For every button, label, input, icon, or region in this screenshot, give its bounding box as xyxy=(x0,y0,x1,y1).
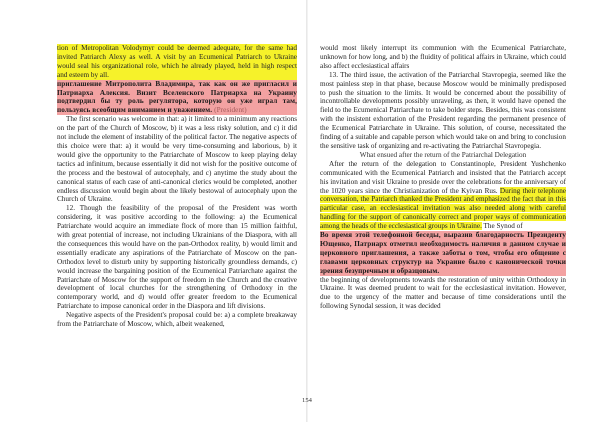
page-gutter xyxy=(306,0,308,422)
paragraph-tail: The Synod of xyxy=(483,222,523,231)
highlighted-english-passage: During their telephone conversation, the Patriarch thanked the President and emphasized the fact that in this particular case, an ecclesiastical invitation was also needed along with careful handling for the support of canonically correct and proper ways of communication among the heads of the ecclesiastical groups in Ukraine. xyxy=(320,186,566,231)
paragraph xyxy=(320,160,566,231)
paragraph-text: After the return of the delegation to Constantinople, President Yushchenko communicated with the Ecumenical Patriarch and insisted that the Patriarch accept his invitation and visit Ukraine to preside over the celebrations for the anniversary of the 1020 years since the Christianization of the Kyivan Rus. xyxy=(320,159,566,195)
left-column xyxy=(57,44,297,329)
paragraph: Negative aspects of the President's proposal could be: a) a complete breakaway from the Patriarchate of Moscow, which, albeit weakened, xyxy=(57,311,297,329)
paragraph: would most likely interrupt its communion with the Ecumenical Patriarchate, unknown for how long, and b) the fluidity of political affairs in Ukraine, which could also affect ecclesiastical affairs xyxy=(320,44,566,70)
russian-translation-note: (President) xyxy=(214,106,247,115)
paragraph: 13. The third issue, the activation of the Patriarchal Stavropegia, seemed like the most painless step in that phase, because Moscow would be minimally predisposed to push the situation to the limits. It would be concerned about the possibility of incontrollable developments possibly unraveling, as then, it would have opened the field to the Ecumenical Patriarchate to take bolder steps. Besides, this was consistent with the insistent exhortation of the President regarding the permanent presence of the Ecumenical Patriarchate in Ukraine. This solution, of course, necessitated the finding of a suitable and capable person which would take on and bring to conclusion the sensitive task of organizing and re-activating the Patriarchal Stavropegia. xyxy=(320,70,566,150)
paragraph: 12. Though the feasibility of the proposal of the President was worth considering, it was positive according to the following: a) the Ecumenical Patriarchate would acquire an immediate flock of more than 15 million faithful, with great potential of increase, not including Ukrainians of the Diaspora, with all the consequences this would have on the pan-Orthodox reality, b) would limit and essentially eradicate any aspirations of the Patriarchate of Moscow on the pan-Orthodox level to disturb unity by supporting historically groundless demands, c) would increase the bargaining position of the Ecumenical Patriarchate against the Patriarchate of Moscow for the support of freedom in the Church and the creative development of local churches for the strengthening of Orthodoxy in the contemporary world, and d) would offer greater freedom to the Ecumenical Patriarchate to impose canonical order in the Diaspora and lift divisions. xyxy=(57,204,297,311)
section-heading: What ensued after the return of the Patriarchal Delegation xyxy=(359,150,527,159)
right-column xyxy=(320,44,566,311)
paragraph: the beginning of developments towards the restoration of unity within Orthodoxy in Ukraine. It was deemed prudent to wait for the ecclesiastical invitation. However, due to the urgency of the matter and because of time considerations until the following Synodal session, it was decided xyxy=(320,275,566,311)
highlighted-russian-translation xyxy=(57,80,297,116)
highlighted-english-passage: tion of Metropolitan Volodymyr could be deemed adequate, for the same had invited Patriarch Alexy as well. A visit by an Ecumenical Patriarch to Ukraine would seal his organizational role, which he already played, held in high respect and esteem by all. xyxy=(57,44,297,79)
page-number: 154 xyxy=(302,397,312,404)
paragraph: The first scenario was welcome in that: a) it limited to a minimum any reactions on the part of the Church of Moscow, b) it was a less risky solution, and c) it did not include the element of instability of the political factor. The negative aspects of this choice were that: a) it would be very time-consuming and laborious, b) it would give the opportunity to the Patriarchate of Moscow to keep playing delay tactics ad infinitum, because essentially it did not wish for the positive outcome of the process and the bestowal of autocephaly, and c) anytime the study about the canonical status of each case of anti-canonical clerics would be completed, another endless discussion would begin about the likely bestowal of autocephaly upon the Church of Ukraine. xyxy=(57,115,297,204)
highlighted-russian-translation: Во время этой телефонной беседы, выразив благодарность Президенту Ющенко, Патриарх отметил необходимость наличия в данном случае и церковного приглашения, а также заботы о том, чтобы его общение с главами церковных структур на Украине было с канонической точки зрения безупречным и образцовым. xyxy=(320,231,566,275)
russian-translation-text: приглашение Митрополита Владимира, так как он же пригласил и Патриарха Алексия. Визит Вселенского Патриарха на Украину подтвердил бы ту роль регулятора, которую он уже играл там, пользуясь всеобщим вниманием и уважением. xyxy=(57,79,297,115)
